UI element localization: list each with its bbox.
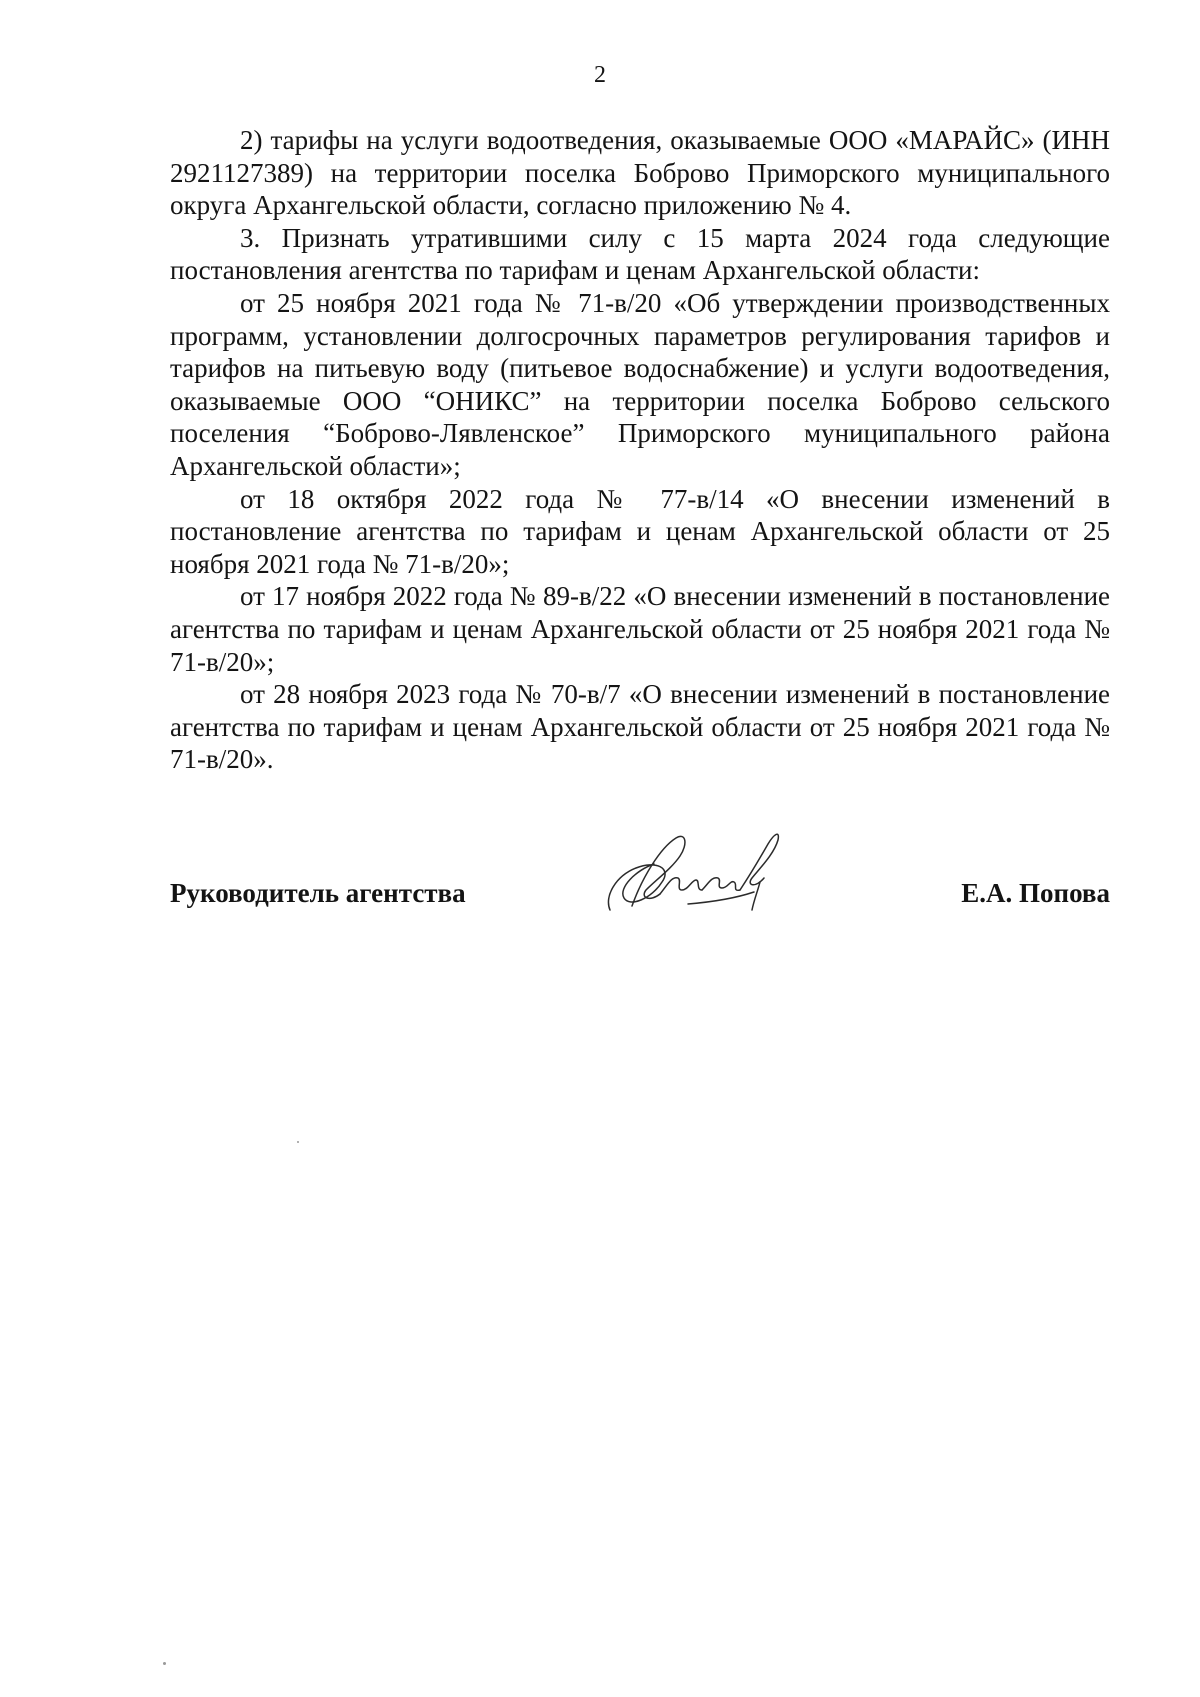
- signatory-title: Руководитель агентства: [170, 878, 466, 908]
- paragraph-tariffs-item-2: 2) тарифы на услуги водоотведения, оказываемые ООО «МАРАЙС» (ИНН 2921127389) на территории поселка Боброво Приморского муниципального округа Архангельской области, согласно приложению № 4.: [170, 125, 1110, 221]
- paragraph-resolution-77-v-14: от 18 октября 2022 года № 77-в/14 «О внесении изменений в постановление агентства по тарифам и ценам Архангельской области от 25 ноября 2021 года № 71-в/20»;: [170, 483, 1110, 579]
- paragraph-resolution-71-v-20: от 25 ноября 2021 года № 71-в/20 «Об утверждении производственных программ, установлении долгосрочных параметров регулирования тарифов и тарифов на питьевую воду (питьевое водоснабжение) и услуги водоотведения, оказываемые ООО “ОНИКС” на территории поселка Боброво сельского поселения “Боброво-Лявленское” Приморского муниципального района Архангельской области»;: [170, 287, 1110, 481]
- paragraph-item-3: 3. Признать утратившими силу с 15 марта 2024 года следующие постановления агентства по тарифам и ценам Архангельской области:: [170, 222, 1110, 286]
- document-body: [170, 124, 1110, 776]
- page-number: 2: [594, 62, 606, 88]
- signatory-name: Е.А. Попова: [961, 878, 1110, 908]
- scan-speck: [297, 1141, 299, 1143]
- handwritten-signature: [602, 818, 802, 918]
- scan-speck: [163, 1662, 166, 1665]
- paragraph-resolution-70-v-7: от 28 ноября 2023 года № 70-в/7 «О внесении изменений в постановление агентства по тарифам и ценам Архангельской области от 25 ноября 2021 года № 71-в/20».: [170, 679, 1110, 775]
- paragraph-resolution-89-v-22: от 17 ноября 2022 года № 89-в/22 «О внесении изменений в постановление агентства по тарифам и ценам Архангельской области от 25 ноября 2021 года № 71-в/20»;: [170, 581, 1110, 677]
